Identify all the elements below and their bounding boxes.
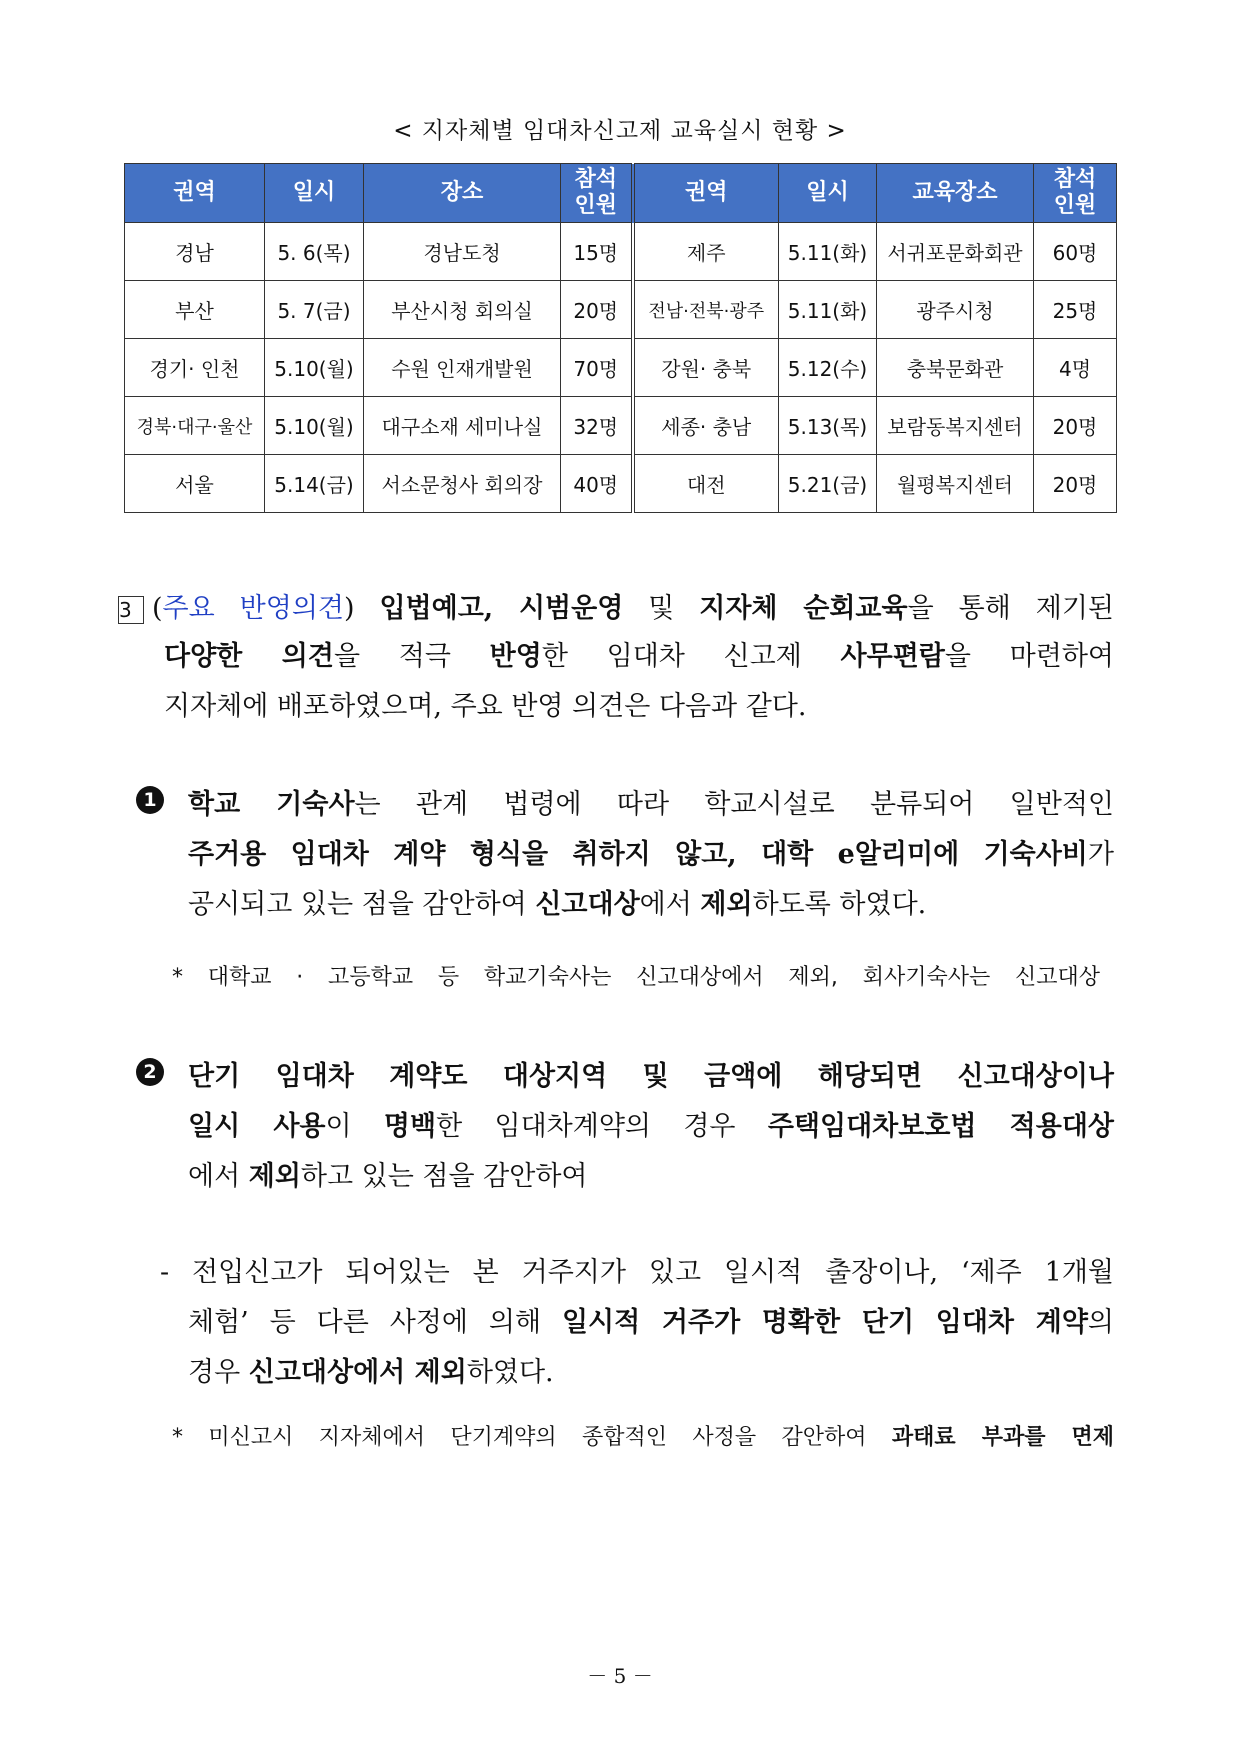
- table-row: [125, 339, 1117, 397]
- table-cell: 40명: [561, 455, 633, 513]
- table-cell: 70명: [561, 339, 633, 397]
- table-cell: 경북·대구·울산: [125, 397, 265, 455]
- item-2-dash-line-1: - 전입신고가 되어있는 본 거주지가 있고 일시적 출장이나, ‘제주 1개월: [160, 1257, 1114, 1288]
- table-cell: 5.10(월): [265, 397, 364, 455]
- section-number-box: 3: [118, 596, 144, 624]
- section-3-line-2: 다양한 의견을 적극 반영한 임대차 신고제 사무편람을 마련하여: [164, 641, 1115, 672]
- section-3-line-3: 지자체에 배포하였으며, 주요 반영 의견은 다음과 같다.: [164, 691, 807, 722]
- table-header-row: [125, 164, 1117, 223]
- table-cell: 경기· 인천: [125, 339, 265, 397]
- table-cell: 서소문청사 회의장: [364, 455, 561, 513]
- item-2-line-2: 일시 사용이 명백한 임대차계약의 경우 주택임대차보호법 적용대상: [188, 1111, 1114, 1142]
- item-2-note: * 미신고시 지자체에서 단기계약의 종합적인 사정을 감안하여 과태료 부과를 면제: [172, 1425, 1114, 1450]
- table-cell: 제주: [633, 223, 779, 281]
- table-cell: 서울: [125, 455, 265, 513]
- table-cell: 20명: [1034, 455, 1117, 513]
- table-cell: 4명: [1034, 339, 1117, 397]
- table-cell: 32명: [561, 397, 633, 455]
- table-cell: 25명: [1034, 281, 1117, 339]
- header-place-2: 교육장소: [877, 164, 1034, 223]
- table-cell: 5.21(금): [779, 455, 877, 513]
- table-cell: 5.13(목): [779, 397, 877, 455]
- bullet-1-icon: 1: [136, 786, 164, 814]
- item-1-line-2: 주거용 임대차 계약 형식을 취하지 않고, 대학 e알리미에 기숙사비가: [188, 839, 1114, 870]
- header-attendees: 참석 인원: [561, 164, 633, 223]
- header-place: 장소: [364, 164, 561, 223]
- table-cell: 5.12(수): [779, 339, 877, 397]
- table-title: < 지자체별 임대차신고제 교육실시 현황 >: [393, 118, 847, 144]
- table-cell: 20명: [561, 281, 633, 339]
- header-region-2: 권역: [633, 164, 779, 223]
- table-cell: 서귀포문화회관: [877, 223, 1034, 281]
- item-1-line-3: 공시되고 있는 점을 감안하여 신고대상에서 제외하도록 하였다.: [188, 889, 927, 920]
- section-3-line-1: 3 (주요 반영의견) 입법예고, 시범운영 및 지자체 순회교육을 통해 제기된: [119, 593, 1114, 624]
- table-cell: 5. 7(금): [265, 281, 364, 339]
- table-cell: 5.11(화): [779, 281, 877, 339]
- education-status-table: [124, 163, 1117, 513]
- table-row: [125, 223, 1117, 281]
- table-cell: 대구소재 세미나실: [364, 397, 561, 455]
- header-date: 일시: [265, 164, 364, 223]
- table-cell: 전남·전북·광주: [633, 281, 779, 339]
- page-number: － 5 －: [587, 1664, 653, 1688]
- header-attendees-2: 참석 인원: [1034, 164, 1117, 223]
- table-row: [125, 281, 1117, 339]
- table-cell: 강원· 충북: [633, 339, 779, 397]
- table-cell: 부산: [125, 281, 265, 339]
- table-row: [125, 397, 1117, 455]
- table-cell: 부산시청 회의실: [364, 281, 561, 339]
- item-1-note: * 대학교 · 고등학교 등 학교기숙사는 신고대상에서 제외, 회사기숙사는 신고대상: [172, 965, 1100, 990]
- table-cell: 5.11(화): [779, 223, 877, 281]
- table-cell: 20명: [1034, 397, 1117, 455]
- item-2-dash-line-3: 경우 신고대상에서 제외하였다.: [188, 1357, 554, 1388]
- table-cell: 5. 6(목): [265, 223, 364, 281]
- table-cell: 수원 인재개발원: [364, 339, 561, 397]
- item-2-line-3: 에서 제외하고 있는 점을 감안하여: [188, 1161, 588, 1192]
- table-row: [125, 455, 1117, 513]
- header-date-2: 일시: [779, 164, 877, 223]
- item-2-line-1: 단기 임대차 계약도 대상지역 및 금액에 해당되면 신고대상이나: [188, 1061, 1114, 1092]
- table-cell: 충북문화관: [877, 339, 1034, 397]
- item-2-dash-line-2: 체험’ 등 다른 사정에 의해 일시적 거주가 명확한 단기 임대차 계약의: [188, 1307, 1114, 1338]
- table-cell: 보람동복지센터: [877, 397, 1034, 455]
- table-cell: 60명: [1034, 223, 1117, 281]
- table-cell: 대전: [633, 455, 779, 513]
- bullet-2-icon: 2: [136, 1058, 164, 1086]
- table-cell: 경남: [125, 223, 265, 281]
- header-region: 권역: [125, 164, 265, 223]
- item-1-line-1: 학교 기숙사는 관계 법령에 따라 학교시설로 분류되어 일반적인: [188, 789, 1115, 820]
- table-cell: 월평복지센터: [877, 455, 1034, 513]
- table-cell: 5.14(금): [265, 455, 364, 513]
- table-cell: 5.10(월): [265, 339, 364, 397]
- table-cell: 15명: [561, 223, 633, 281]
- table-cell: 세종· 충남: [633, 397, 779, 455]
- table-cell: 광주시청: [877, 281, 1034, 339]
- table-cell: 경남도청: [364, 223, 561, 281]
